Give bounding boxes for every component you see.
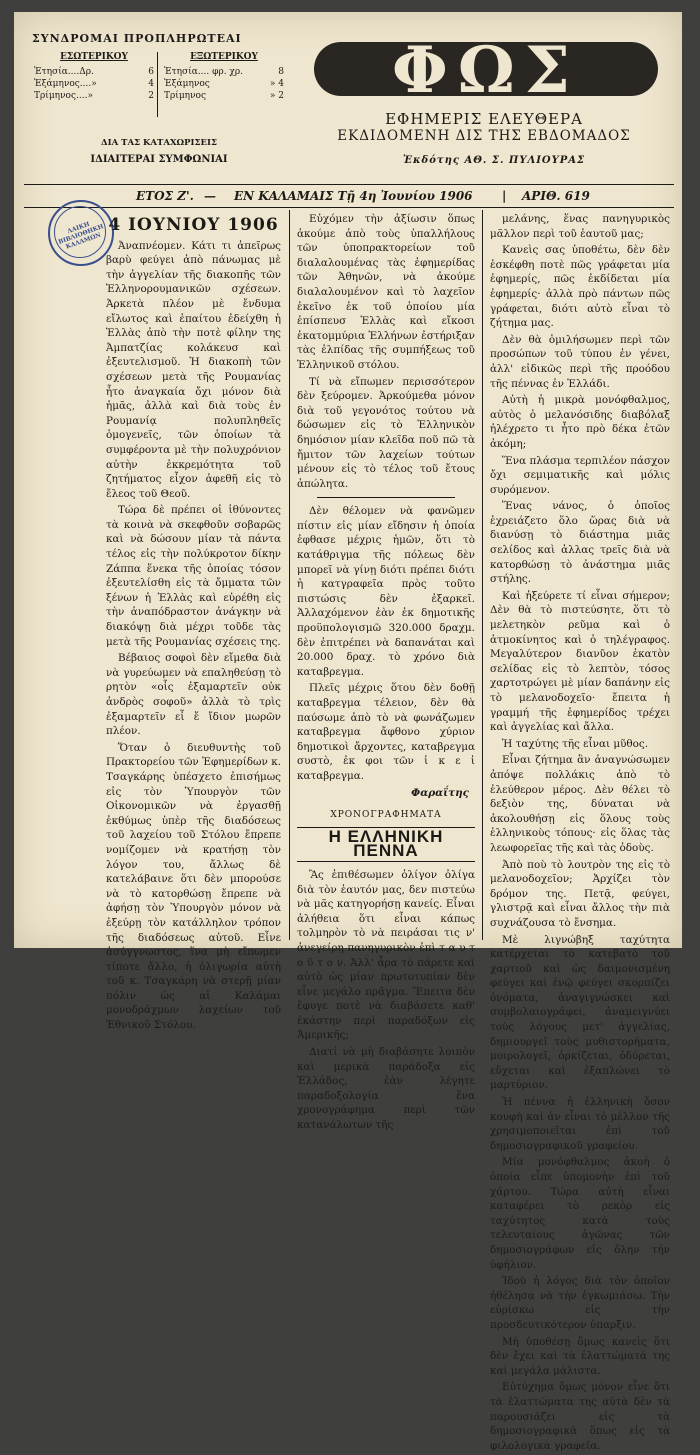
signature: Φαραΐτης <box>411 786 469 799</box>
column-3 <box>490 212 670 1455</box>
paragraph: Ἕνα πλάσμα τερπιλέον πάσχον ὄχι σεμιματικῆς καὶ μόλις συρόμενον. <box>490 454 670 496</box>
period: Τρίμηνος....» <box>34 91 93 101</box>
price: 6 <box>148 67 154 77</box>
price-row <box>34 78 154 90</box>
price-row <box>34 90 154 102</box>
price-row <box>164 90 284 102</box>
paragraph: Ἀναπνέομεν. Κάτι τι ἀπεῖρως βαρὺ φεύγει ἀπὸ πάνωμας μὲ τὴν ἀγγελίαν τῆς διακοπῆς τῶν Ἑλληνορουμανικῶν σχέσεων. Ἀρκετὰ πλέον μὲ ἔνδυμα εἴλωτος καὶ ἐπαίτου ἐδείχθη ἡ Ἑλλὰς ἀπὸ τὴν ποτὲ φίλην της Ἀμπατζίας κολάκευσ καὶ ἐξευτελισμοῦ. Ἡ διακοπὴ τῶν σχέσεων μετὰ τῆς Ρουμανίας ἦτο ἀναγκαία ὄχι μόνον διὰ ἡμᾶς, ἀλλὰ καὶ διὰ τοὺς ἐν Ρουμανίᾳ πολυπληθεῖς ὁμογενεῖς, τῶν ὁποίων τὰ συμφέροντα μὲ τὴν πολυχρόνιον αὐτὴν ἐκκρεμότητα τοῦ ζητήματος εἶχον ἀφεθῆ εἰς τὸ ἔλεος τοῦ Θεοῦ. <box>106 239 281 500</box>
column-1 <box>106 212 281 1035</box>
paragraph: Μὴ ὑποθέσῃ ὅμως κανεὶς ὅτι δὲν ἔχει καὶ τὰ ἐλαττώματά της καὶ μεγάλα μάλιστα. <box>490 1335 670 1377</box>
subscriptions-title: ΣΥΝΔΡΟΜΑΙ ΠΡΟΠΛΗΡΩΤΕΑΙ <box>32 32 242 45</box>
section-label: ΧΡΟΝΟΓΡΑΦΗΜΑΤΑ <box>330 810 442 821</box>
paragraph: Αὐτὴ ἡ μικρὰ μονόφθαλμος, αὐτὸς ὁ μελανόσιδης διαβόλαξ ἠλέχρετο τι ἦτο πρὸ δέκα ἐτῶν ἀκόμη; <box>490 394 670 450</box>
paragraph: Ἰδοὺ ἡ λόγος διὰ τὸν ὁποῖον ἠθέλησα νὰ τὴν ἐγκωμιάσω. Τὴν εὐρίσκω εἰς τὴν προσδευτικότερον ὑπαρξιν. <box>490 1275 670 1331</box>
price-row <box>164 78 284 90</box>
price: » 4 <box>269 79 284 89</box>
price: 2 <box>148 91 154 101</box>
ads-label: ΔΙΑ ΤΑΣ ΚΑΤΑΧΩΡΙΣΕΙΣ <box>101 138 217 148</box>
period: Ἐτησία.... φρ. χρ. <box>164 67 244 77</box>
paragraph: Ἂς ἐπιθέσωμεν ὀλίγον ὀλίγα διὰ τὸν ἑαυτόν μας, δεν πιστεύω νὰ μᾶς κατηγορήσῃ κανείς. Εἶναι ἀλήθεια ὅτι εἶναι κάπως τολμηρὸν τὸ νὰ πειράσαι τις ν' ἀνεγείρῃ πανηγυρικὸν ἐπὶ τ α υ τ ο ῦ τ ο ν. Ἀλλ' ἆρα τὸ πάρετε καὶ αὐτὸ ὡς μίαν πρωτοτυπίαν δὲν εἶνε μεγάλο πρᾶγμα. Ἔπειτα δὲν ἔφυγε ποτὲ νὰ διαβάσετε καθ' ἑκάστην περὶ παραδόξων εἰς Ἀμερικῆς; <box>297 868 475 1042</box>
paragraph: Καὶ ἠξεύρετε τί εἶναι σήμερον; Δὲν θὰ τὸ πιστεύσητε, ὅτι τὸ μελετηκὸν ρεῦμα καὶ ὁ ἀτμοκίνητος καὶ ὁ τηλέγραφος. Μεγαλύτερον διανῦον ἐκατὸν σελίδας εἰς τὸ λεπτὸν, τόσος χαρτοτρώγει μὲ μίαν δαπάνην εἰς τὸ μελανοδοχεῖο· ἔπειτα ἡ γραμμή τῆς ἐφημερίδος τρέχει καὶ ἀγγελίας καὶ ἄλλα. <box>490 589 670 734</box>
column-2 <box>297 212 475 1135</box>
period: Ἑξάμηνος <box>164 79 210 89</box>
column-rule <box>482 210 483 940</box>
paragraph: Κανεὶς σας ὑποθέτω, δὲν δὲν ἐσκέφθη ποτὲ πῶς γράφεται μία ἐφημερίς, πῶς ἐκδίδεται μία ἐφημερίς· ἀλλὰ πρὸ πάντων πῶς γράφεται, διότι αὐτὸ εἶναι τὸ ζήτημα μας. <box>490 244 670 330</box>
price: 4 <box>148 79 154 89</box>
article-date-heading: 4 ΙΟΥΝΙΟΥ 1906 <box>108 215 279 235</box>
price: 8 <box>278 67 284 77</box>
period: Ἐτησία....Δρ. <box>34 67 94 77</box>
paragraph: Πλεῖς μέχρις ὅτου δὲν δοθῇ καταβρεγμα τέλειον, δὲν θὰ παύσωμε ἀπὸ τὸ νὰ φωνάζωμεν καταβρεγμα ἄφθονο χύριον δημοτικοὶ ἄρχοντες, καταβρεγμα συστὸ, ἐκ φοι τῶν ἰ κ ε ἰ καταβρεγμα. <box>297 682 475 782</box>
newspaper-page <box>14 12 682 1452</box>
frequency-tagline: ΕΚΔΙΔΟΜΕΝΗ ΔΙΣ ΤΗΣ ΕΒΔΟΜΑΔΟΣ <box>337 128 631 144</box>
price: » 2 <box>269 91 284 101</box>
paragraph: Εἶναι ζήτημα ἂν ἀναγνώσωμεν ἀπόψε πολλάκις ἀπὸ τὸ ἐλεύθερον μέρος. Δὲν θέλει τὸ δεξιὸν της, δύναται νὰ ἀκολουθήσῃ εἰς ὅλους τοὺς ἐλληνικοὺς τόπους· εἰς ὅλας τὰς λεωφορεῖας τῆς καὶ τὰς ὁδοὺς. <box>490 754 670 854</box>
paragraph: Εὐτύχημα ὅμως μόνον εἶνε ὅτι τὰ ἐλαττώματα της αὐτὰ δὲν τὰ παρουσιάζει εἰς τὰ δημοσιογραφικὰ ὅπως εἰς τὰ φιλολογικὰ γραφεῖα. <box>490 1381 670 1452</box>
paragraph: Ἀπὸ ποὺ τὸ λουτρὸν της εἰς τὸ μελανοδοχεῖον; Ἀρχίζει τὸν δρόμον της. Πετᾷ, φεύγει, γλιστρᾷ καὶ εἶναι ἄλλος τὴν πιὰ συχνάζουσα τὸ ἔνσημα. <box>490 858 670 929</box>
library-stamp <box>48 200 114 266</box>
dateline <box>24 184 674 208</box>
paragraph: Δὲν θέλομεν νὰ φανῶμεν πίστιν εἰς μίαν εἴδησιν ἡ ὁποία ἐφθασε μέχρις ἡμῶν, ὅτι τὸ κατάθριγμα τῆς πόλεως δὲν μπορεῖ νὰ γίνῃ διότι πρέπει διότι ἡ κατγραφεῖα πρὸς τοῦτο πιστώσις δὲν ἐξαρκεῖ. Ἀλλαχόμενον ἐὰν ἐκ δημοτικῆς προϋπολογισμῶ 320.000 δραχμ. δὲν ἐπιτρέπει νὰ δαπανάται καὶ 20.000 δραχ. τὸ χρόνο διὰ καταβρεγμα. <box>297 505 475 678</box>
paragraph: Διατί νὰ μὴ διαβάσητε λοιπὸν καὶ μερικὰ παράδοξα εἰς Ἑλλάδος, ἐὰν λέγητε παραδοξολογία ἕνα χρονογράφημα περὶ τῶν κατανάλωτων τῆς <box>297 1046 475 1132</box>
column-rule <box>289 210 290 940</box>
domestic-label: ΕΣΩΤΕΡΙΚΟΥ <box>60 52 128 62</box>
domestic-prices <box>34 52 154 102</box>
newspaper-logo <box>306 32 666 106</box>
paragraph: Ἡ ταχύτης τῆς εἶναι μῦθος. <box>502 737 649 750</box>
foreign-label: ΕΞΩΤΕΡΙΚΟΥ <box>190 52 258 62</box>
separator <box>317 497 455 498</box>
logo-text: ΦΩΣ <box>392 33 580 108</box>
issue-number: ΑΡΙΘ. 619 <box>522 189 590 203</box>
paragraph: Δὲν θὰ ὁμιλήσωμεν περὶ τῶν προσώπων τοῦ τύπου ἐν γένει, ἀλλ' εἰδικῶς περὶ τῆς προόδου τῆς πέννας ἐν Ἑλλάδι. <box>490 333 670 390</box>
price-row <box>34 66 154 78</box>
price-row <box>164 66 284 78</box>
paragraph: Μία μονόφθαλμος ἀκοὴ ὁ ὁποία εἶπε ὑπομονὴν ἐπὶ τοῦ χάρτου. Τώρα αὐτὴ εἶναι καταφέρει τὸ ρεκὸρ εἰς ταχύτητος κατὰ τοὺς τελευταίους ἀγῶνας τῶν δημοσιογράφων εἰς ὅλην τὴν ὑφήλιον. <box>490 1156 670 1271</box>
paragraph: Εὐχόμεν τὴν ἀξίωσιν ὅπως ἀκούμε ἀπὸ τοὺς ὑπαλλήλους τῶν ὑποπρακτορείων τοῦ διαλαλουμένας τὰς ἐφημερίδας τῶν Ἀθηνῶν, νὰ ἀκούμε διαλαλουμένον καὶ τὸ λαχεῖον ἐκεῖνο ἐκ τοῦ ὁποίου μία ἐπίσπευσ Ἑλλὰς καὶ εἴκοσι ἑκατομμύρια Ἑλλήνων ἐστήριξαν τὰς ἐλπίδας τῆς συμπήξεως τοῦ Ἑλληνικοῦ στόλου. <box>297 213 475 371</box>
place-date: ΕΝ ΚΑΛΑΜΑΙΣ Τῇ 4η Ἰουνίου 1906 <box>234 189 473 203</box>
tagline: ΕΦΗΜΕΡΙΣ ΕΛΕΥΘΕΡΑ <box>385 110 583 128</box>
paragraph: Ἕνας νάνος, ὁ ὁποῖος ἐχρειάζετο ὅλο ὥρας διὰ νὰ διανύσῃ τὸ διάστημα μιᾶς σελίδος καὶ ἀλλας τρεῖς διὰ νὰ κατορθώσῃ τὸ ἀνάστημα μιᾶς στήλης. <box>490 500 670 586</box>
ads-note: ΙΔΙΑΙΤΕΡΑΙ ΣΥΜΦΩΝΙΑΙ <box>90 154 228 165</box>
paragraph: Ἡ πέννα ἡ ἑλληνικὴ ὅσον κουφὴ καὶ ἀν εἶναι τὸ μέλλον τῆς χρησιμοποιεῖται ἐπὶ τοῦ δημοσιογραφικοῦ γραφείου. <box>490 1096 670 1152</box>
foreign-prices <box>164 52 284 102</box>
year: ΕΤΟΣ Ζ'. <box>136 189 194 203</box>
dateline-bar: | <box>502 189 507 203</box>
publisher: Ἐκδότης ΑΘ. Σ. ΠΥΛΙΟΥΡΑΣ <box>402 155 586 166</box>
article-title: Η ΕΛΛΗΝΙΚΗ ΠΕΝΝΑ <box>297 827 475 862</box>
period: Ἑξάμηνος....» <box>34 79 97 89</box>
masthead <box>14 12 682 182</box>
paragraph: Ὅταν ὁ διευθυντὴς τοῦ Πρακτορείου τῶν Ἐφημερίδων κ. Τσαγκάρης ὑπέσχετο ἐπισήμως εἰς τὸν Ὑπουργὸν τῶν Οἰκονομικῶν νὰ ἐργασθῇ ἐκθύμως ὑπὲρ τῆς διαδόσεως τοῦ λαχείου τοῦ Στόλου ἔπρεπε νομίζομεν νὰ κρατήσῃ τὸν λόγον του, ἄλλως δὲ κατελάβαινε ὅτι δὲν μπορούσε νὰ τὸ κατορθώσῃ ἔπρεπε νὰ ἀφήσῃ τὸν Ὑπουργὸν μόνον νὰ ἐξεύρῃ τὸν κατάλληλον τρόπον τῆς διαδόσεως αὐτοῦ. Εἶνε ἀσύγγνωστος, ἵνα μὴ εἴπωμεν τίποτε ἄλλο, ἡ ὀλιγωρία αὐτὴ τοῦ κ. Τσαγκάρη νὰ στερῇ μίαν πόλιν ὡς αἱ Καλάμαι μονοδράχμων λαχείων τοῦ Ἐθνικοῦ Στόλου. <box>106 741 281 1032</box>
dateline-dash: — <box>204 189 216 203</box>
paragraph: μελάνης, ἕνας πανηγυρικὸς μᾶλλον περὶ τοῦ ἑαυτοῦ μας; <box>490 213 670 240</box>
paragraph: Βέβαιος σοφοὶ δὲν εἴμεθα διὰ νὰ γυρεύωμεν νὰ επαληθεύσῃ τὸ ρητὸν «οἷς ἐξαμαρτεῖν οὐκ ἀνδρὸς σοφοῦ» ἀλλὰ τὸ τρὶς ἐξαμαρτεῖν εἶ ἔ ἴδιον μωρῶν πλέον. <box>106 652 281 738</box>
period: Τρίμηνος <box>164 91 206 101</box>
paragraph: Μὲ λιγνώβηξ ταχύτητα κατέρχεται τὸ κατεβατὸ τοῦ χαρτιοῦ καὶ ὡς δαιμονισμένη φεύγει καὶ ἐνῷ φεύγει σκορπίζει ὀνόματα, ἀναγιγνώσκει καὶ συμβολαιογράφει, ἀναμειγνύει τοὺς λόγους μετ' ἀγγελίας, δημιουργεῖ τοὺς μυθιστορήματα, μοιρολογεῖ, ὀρκίζεται, ὀδύρεται, εὔχεται καὶ ἐξαπλώνει τὸ μαρτύριον. <box>490 933 670 1092</box>
paragraph: Τώρα δὲ πρέπει οἱ ἰθύνοντες τὰ κοινὰ νὰ σκεφθοῦν σοβαρῶς καὶ νὰ δώσουν μίαν τὰ πάντα τέλος εἰς τὴν πολύκροτον δίκην Ζάππα ἕνεκα τῆς ὁποίας τόσον ἐξευτελίσθη εἰς τὰ ὄμματα τῶν ξένων ἡ Ἑλλὰς καὶ εὑρέθη εἰς τὴν ἀναπόδραστον ἀνάγκην νὰ διακόψῃ διὰ μέχρι τοῦδε τὰς μετὰ τῆς Ρουμανίας σχέσεις της. <box>106 504 281 648</box>
subscriptions-divider <box>157 52 158 117</box>
paragraph: Τί νὰ εἴπωμεν περισσότερον δὲν ξεύρομεν. Ἀρκούμεθα μόνον διὰ τοῦ γεγονότος τούτου νὰ δώσωμεν εἰς τὸ Ἑλληνικὸν δημόσιον μίαν κλεῖδα ποῦ πῶ τὰ ἤμιτον τῶν λαχείων τούτων μένουν εἰς τὸ τέλος τοῦ ἔτους ἀπώλητα. <box>297 375 475 490</box>
stamp-text: ΛΑΙΚΗ ΒΙΒΛΙΟΘΗΚΗ ΚΑΛΑΜΩΝ <box>57 220 105 251</box>
subscriptions-table <box>34 52 284 122</box>
